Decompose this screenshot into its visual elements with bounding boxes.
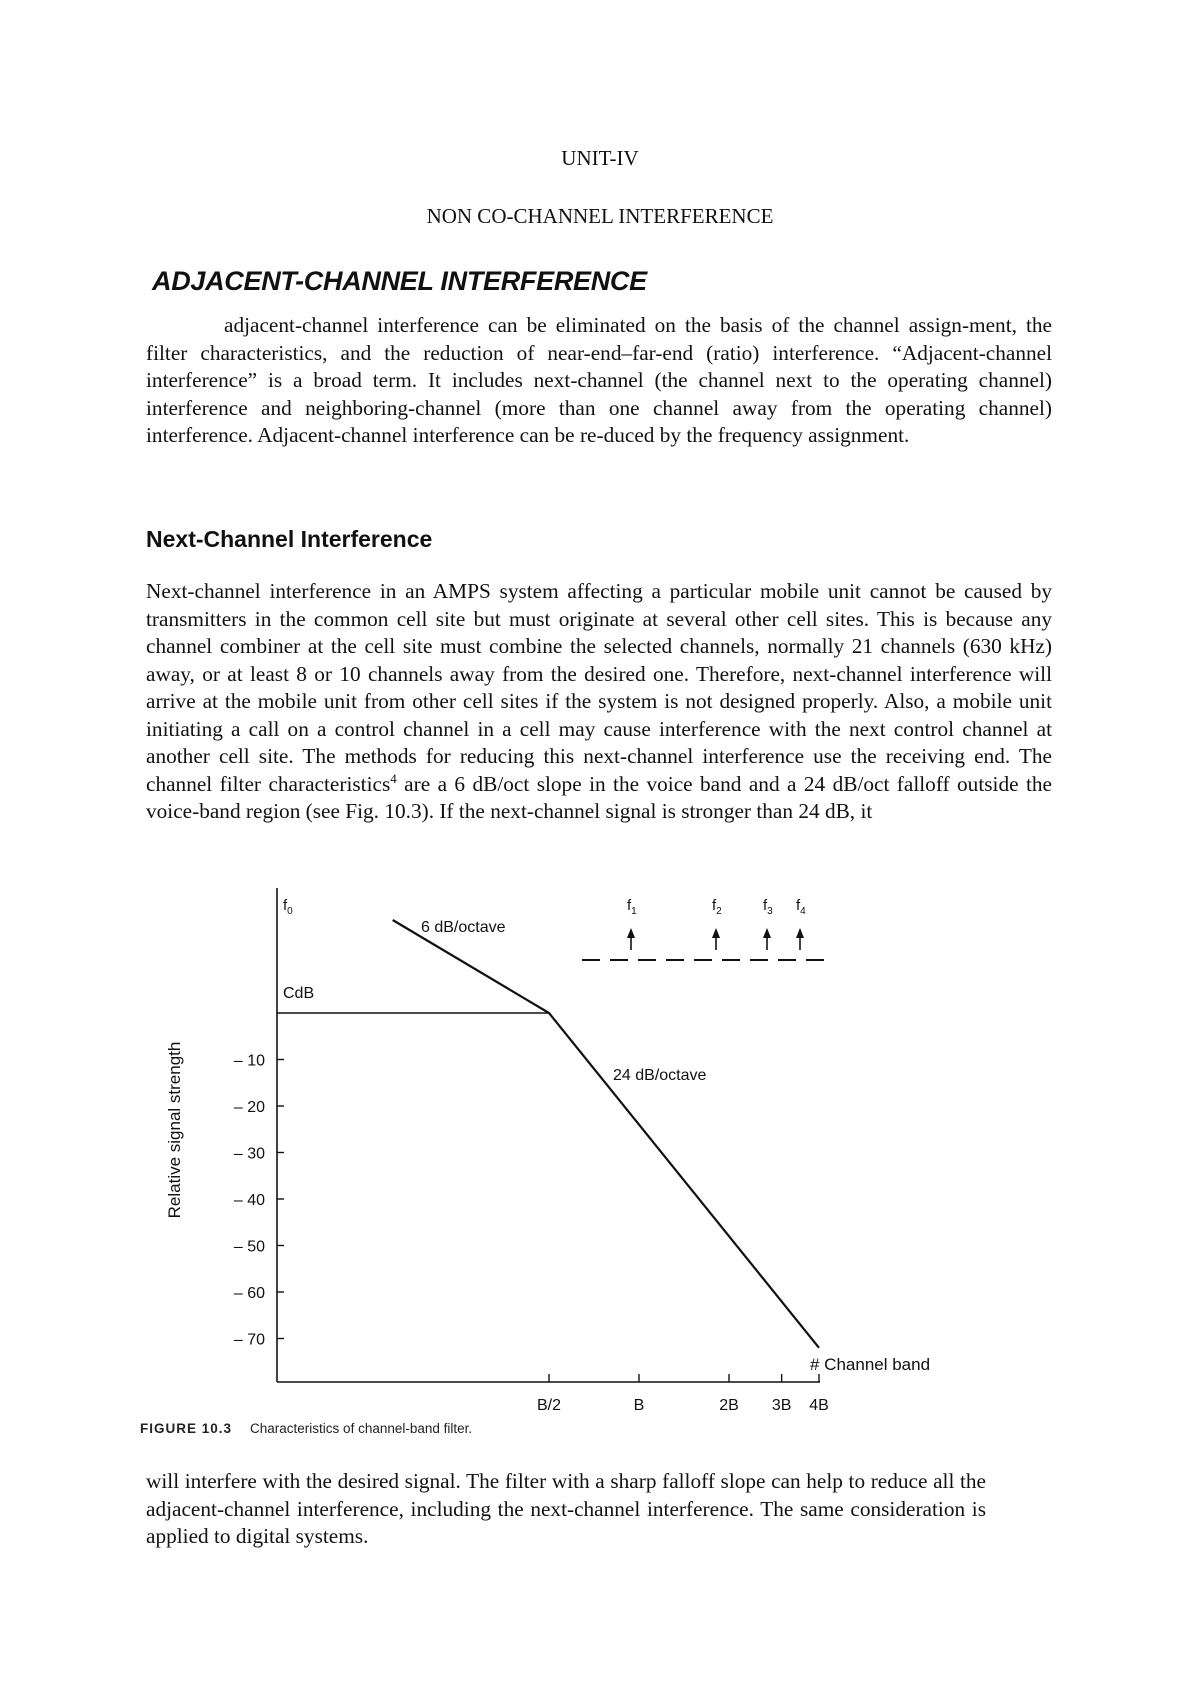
marker-label-f1: $f_1$ [627,897,637,917]
figure-number: FIGURE 10.3 [140,1421,233,1436]
x-tick-label: 3B [771,1397,792,1414]
x-tick-label: 2B [719,1397,739,1414]
x-tick-label: B/2 [536,1397,562,1414]
x-tick-label: B [633,1397,645,1414]
x-tick-label: 4B [809,1397,829,1414]
y-tick-label: – 20 [233,1099,265,1116]
marker-label-f3: $f_3$ [763,897,773,917]
paragraph-part-2: are a 6 dB/oct slope in the voice band and a 24 dB/oct falloff outside the voice-band region (see Fig. 10.3). If the next-channel signal is stronger than 24 dB, it [146,771,1052,823]
subsection-heading: Next-Channel Interference [146,526,433,552]
figure-caption-text: Characteristics of channel-band filter. [250,1421,473,1436]
continuation-paragraph: will interfere with the desired signal. The filter with a sharp falloff slope can help to reduce all the adjacent-channel interference, including the next-channel interference. The same consideration is applied to digital systems. [146,1469,986,1548]
footnote-ref: 4 [390,770,397,786]
f0-label: $f_0$ [283,897,293,917]
x-axis-label: # Channel band [810,1355,931,1374]
marker-arrow-icon [627,928,635,938]
y-tick-label: – 10 [233,1052,265,1070]
y-tick-label: – 40 [233,1192,265,1209]
paragraph-part-1: Next-channel interference in an AMPS system affecting a particular mobile unit cannot be caused by transmitters in the common cell site but must originate at several other cell sites. This is because any channel combiner at the cell site must combine the selected channels, normally 21 channels (630 kHz) away, or at least 8 or 10 channels away from the desired one. Therefore, next-channel interference will arrive at the mobile unit from other cell sites if the system is not designed properly. Also, a mobile unit initiating a call on a control channel in a cell may cause interference with the next control channel at another cell site. The methods for reducing this next-channel interference use the receiving end. The channel filter characteristics [146,579,1052,796]
marker-arrow-icon [712,928,720,938]
y-tick-label: – 70 [233,1331,265,1349]
slope-6db-annotation: 6 dB/octave [421,919,506,936]
slope-24db-annotation: 24 dB/octave [613,1067,707,1084]
zero-db-label: CdB [283,985,315,1002]
marker-arrow-icon [763,928,771,938]
y-tick-label: – 50 [233,1238,265,1256]
figure-caption [140,1421,472,1436]
y-tick-label: – 30 [233,1145,265,1163]
intro-paragraph: adjacent-channel interference can be eliminated on the basis of the channel assign-ment, the filter characteristics, and the reduction of near-end–far-end (ratio) interference. “Adjacent-channel interference” is a broad term. It includes next-channel (the channel next to the operating channel) interference and neighboring-channel (more than one channel away from the operating channel) interference. Adjacent-channel interference can be re-duced by the frequency assignment. [146,313,1052,447]
filter-response-line [393,920,819,1348]
marker-label-f2: $f_2$ [712,897,722,917]
y-tick-label: – 60 [233,1285,265,1302]
marker-arrow-icon [796,928,804,938]
unit-label: UNIT-IV [561,146,639,170]
section-heading: ADJACENT-CHANNEL INTERFERENCE [152,266,647,296]
topic-title: NON CO-CHANNEL INTERFERENCE [426,204,774,228]
y-axis-label: Relative signal strength [165,1041,184,1219]
marker-label-f4: $f_4$ [796,897,806,917]
